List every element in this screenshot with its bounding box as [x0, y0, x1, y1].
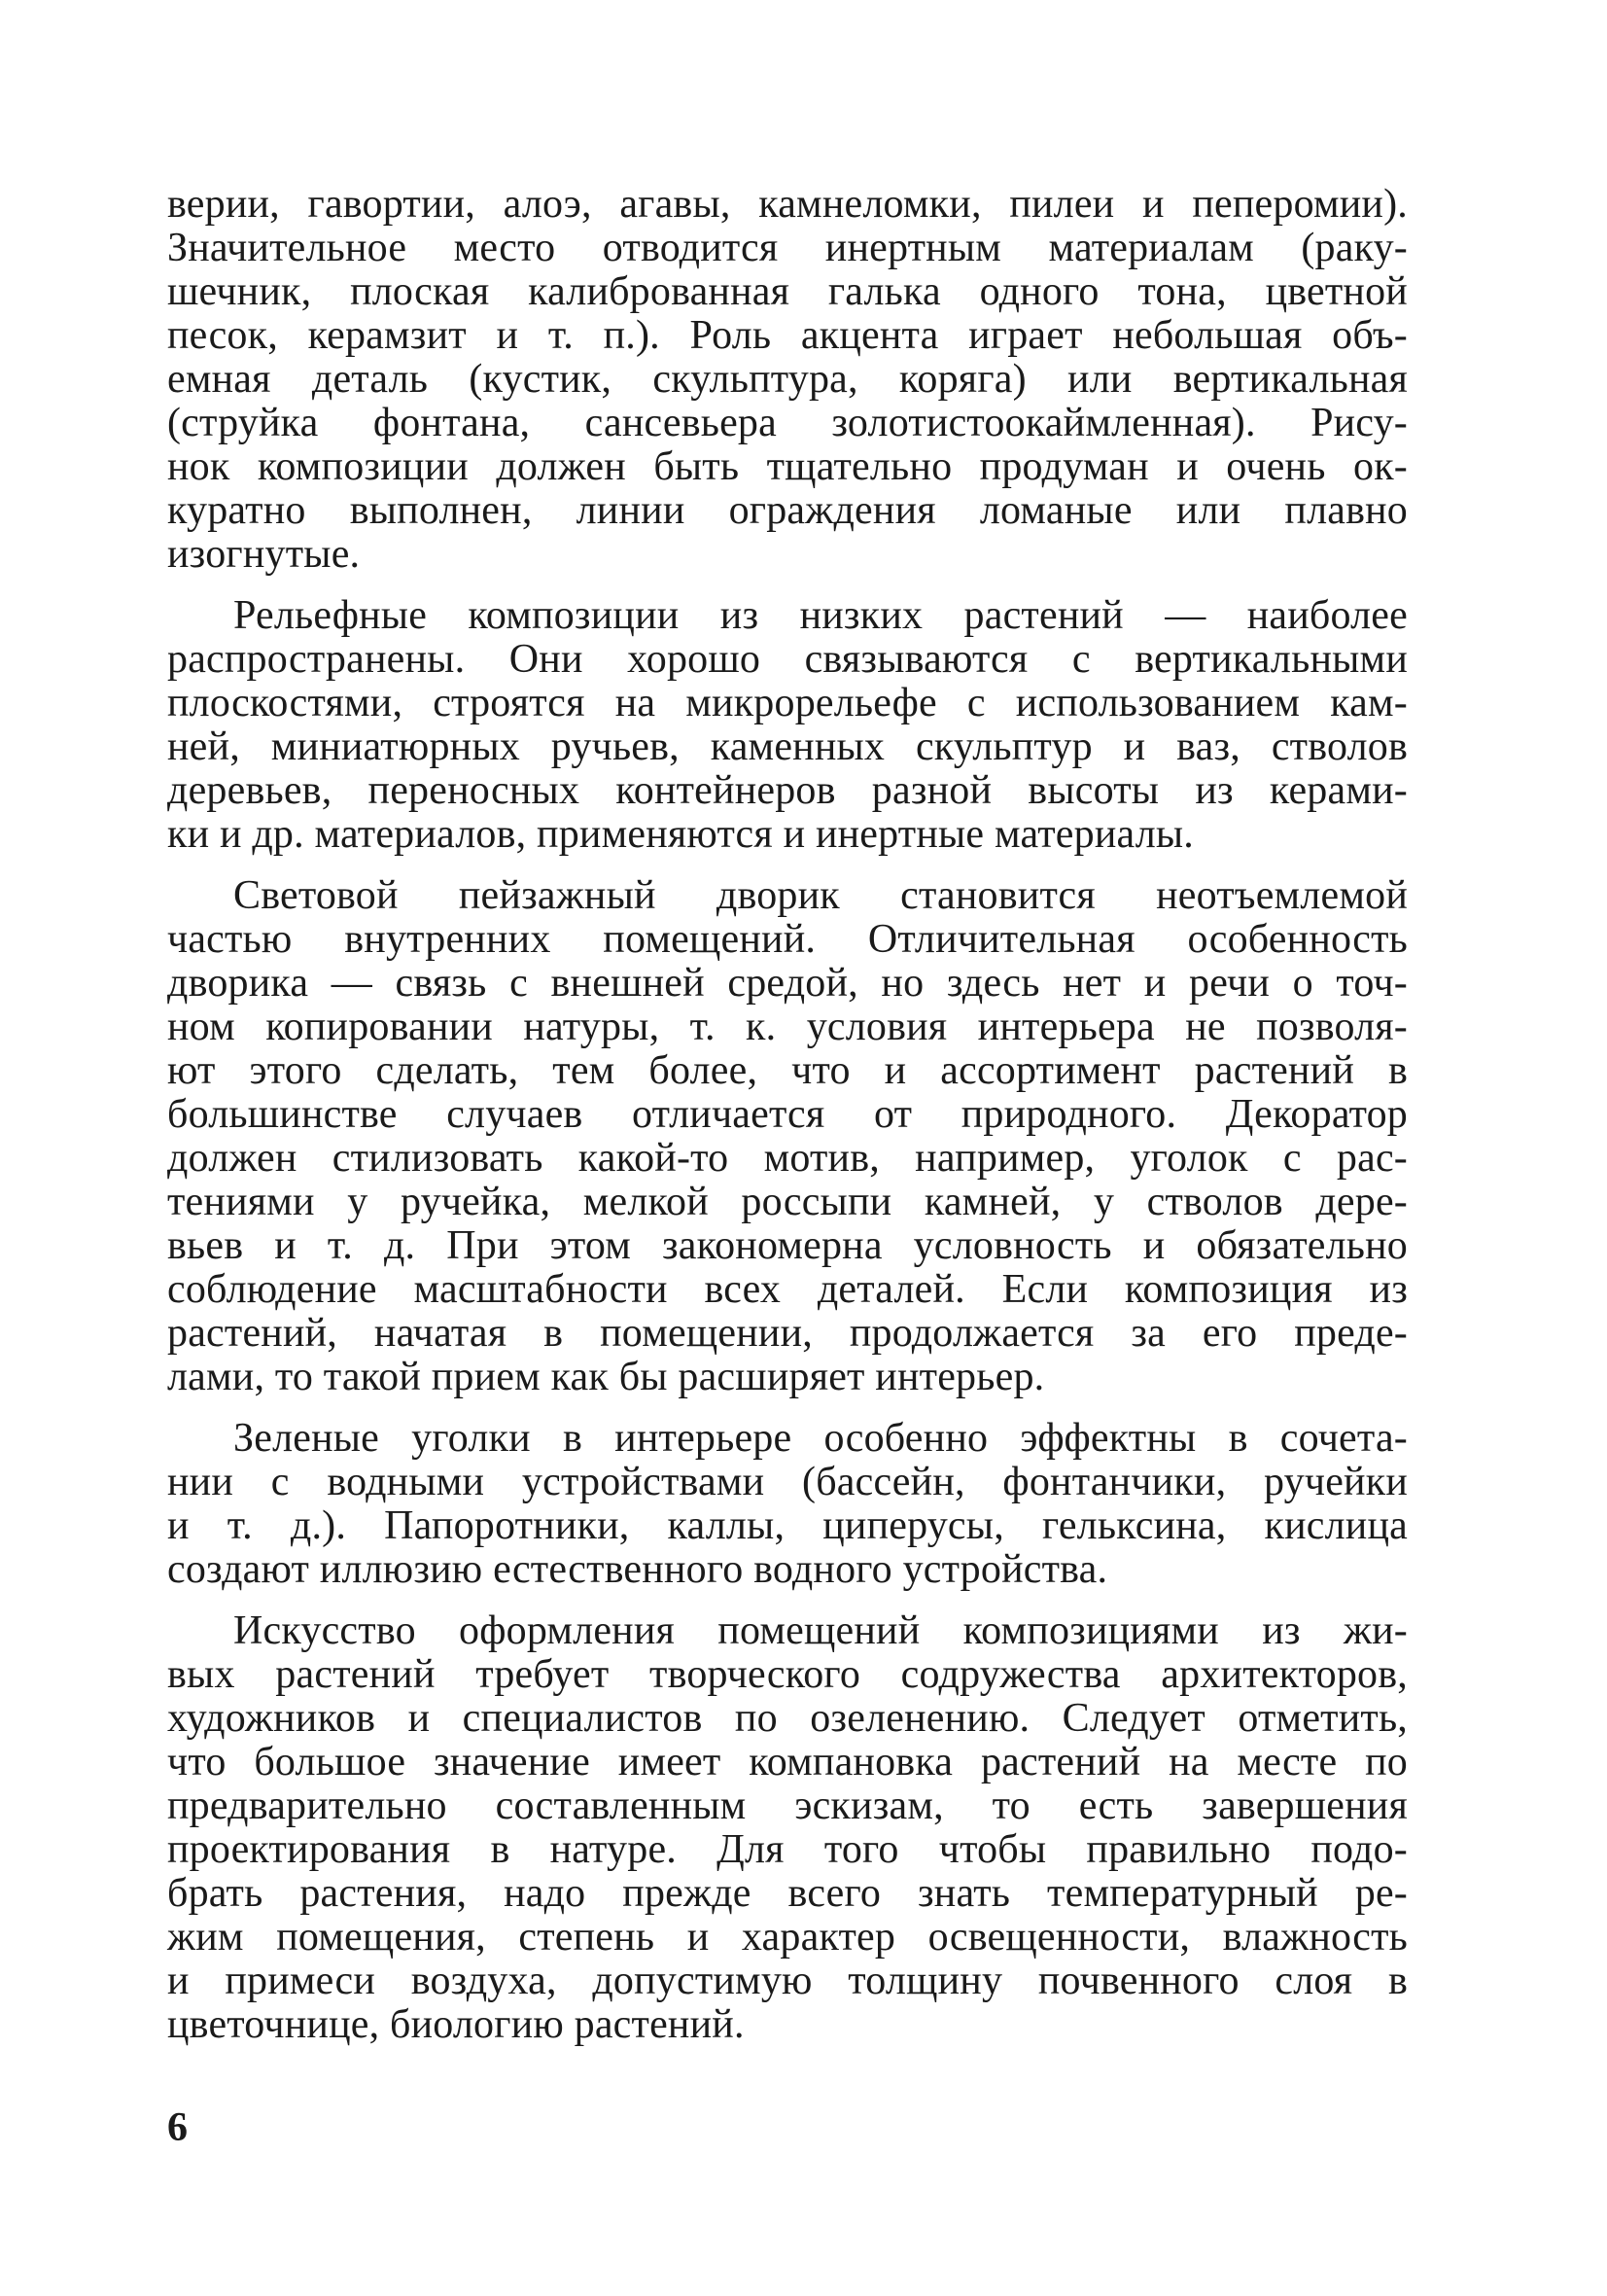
page-number: 6 — [167, 2105, 188, 2150]
text-line: растений, начатая в помещении, продолжается за его преде- — [167, 1311, 1408, 1356]
text-line: должен стилизовать какой-то мотив, например, уголок с рас- — [167, 1136, 1408, 1181]
text-line: распространены. Они хорошо связываются с вертикальными — [167, 637, 1408, 682]
text-line: что большое значение имеет компановка растений на месте по — [167, 1740, 1408, 1784]
text-line: лами, то такой прием как бы расширяет интерьер. — [167, 1355, 1045, 1399]
body-text — [167, 183, 1408, 2065]
text-line: цветочнице, биологию растений. — [167, 2002, 745, 2047]
paragraph-1 — [167, 183, 1408, 577]
text-line: художников и специалистов по озеленению. Следует отметить, — [167, 1696, 1408, 1741]
paragraph-5 — [167, 1609, 1408, 2047]
text-line: нии с водными устройствами (бассейн, фонтанчики, ручейки — [167, 1460, 1408, 1504]
text-line: Световой пейзажный дворик становится неотъемлемой — [233, 873, 1408, 918]
text-line: соблюдение масштабности всех деталей. Если композиция из — [167, 1267, 1408, 1312]
text-line: жим помещения, степень и характер освещенности, влажность — [167, 1915, 1408, 1960]
text-line: Зеленые уголки в интерьере особенно эффектны в сочета- — [233, 1416, 1408, 1461]
text-line: шечник, плоская калиброванная галька одного тона, цветной — [167, 269, 1408, 314]
text-line: нок композиции должен быть тщательно продуман и очень ок- — [167, 444, 1408, 489]
text-line: песок, керамзит и т. п.). Роль акцента играет небольшая объ- — [167, 313, 1408, 358]
text-line: Значительное место отводится инертным материалам (раку- — [167, 226, 1408, 270]
text-line: предварительно составленным эскизам, то есть завершения — [167, 1784, 1408, 1828]
text-line: деревьев, переносных контейнеров разной высоты из керами- — [167, 768, 1408, 813]
text-line: и т. д.). Папоротники, каллы, циперусы, гельксина, кислица — [167, 1503, 1408, 1548]
text-line: (струйка фонтана, сансевьера золотистоокаймленная). Рису- — [167, 401, 1408, 445]
text-line: проектирования в натуре. Для того чтобы правильно подо- — [167, 1827, 1408, 1872]
text-line: тениями у ручейка, мелкой россыпи камней, у стволов дере- — [167, 1180, 1408, 1224]
paragraph-2 — [167, 594, 1408, 857]
text-line: частью внутренних помещений. Отличительная особенность — [167, 917, 1408, 962]
text-line: ки и др. материалов, применяются и инертные материалы. — [167, 812, 1194, 857]
text-line: Искусство оформления помещений композициями из жи- — [233, 1608, 1408, 1653]
text-line: вых растений требует творческого содружества архитекторов, — [167, 1652, 1408, 1697]
paragraph-4 — [167, 1417, 1408, 1592]
text-line: ней, миниатюрных ручьев, каменных скульптур и ваз, стволов — [167, 724, 1408, 769]
text-line: ют этого сделать, тем более, что и ассортимент растений в — [167, 1048, 1408, 1093]
text-line: куратно выполнен, линии ограждения ломаные или плавно — [167, 488, 1408, 533]
text-line: плоскостями, строятся на микрорельефе с использованием кам- — [167, 681, 1408, 725]
text-line: и примеси воздуха, допустимую толщину почвенного слоя в — [167, 1959, 1408, 2003]
text-line: емная деталь (кустик, скульптура, коряга) или вертикальная — [167, 357, 1408, 402]
text-line: вьев и т. д. При этом закономерна условность и обязательно — [167, 1223, 1408, 1268]
text-line: ном копировании натуры, т. к. условия интерьера не позволя- — [167, 1005, 1408, 1049]
paragraph-3 — [167, 874, 1408, 1399]
text-line: верии, гавортии, алоэ, агавы, камнеломки, пилеи и пеперомии). — [167, 182, 1408, 227]
text-line: изогнутые. — [167, 532, 361, 577]
text-line: создают иллюзию естественного водного устройства. — [167, 1547, 1108, 1592]
text-line: дворика — связь с внешней средой, но здесь нет и речи о точ- — [167, 961, 1408, 1006]
text-line: брать растения, надо прежде всего знать температурный ре- — [167, 1871, 1408, 1916]
text-line: большинстве случаев отличается от природного. Декоратор — [167, 1092, 1408, 1137]
text-line: Рельефные композиции из низких растений — наиболее — [233, 593, 1408, 638]
